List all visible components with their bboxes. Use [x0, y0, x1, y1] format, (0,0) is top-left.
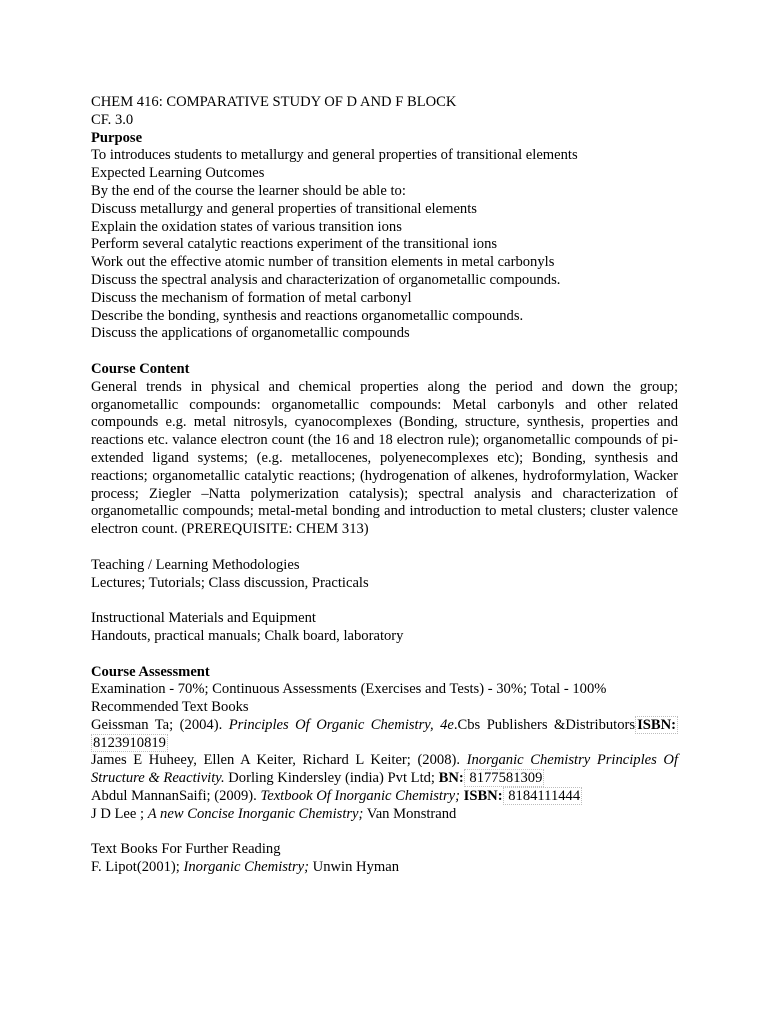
book2-title-part2: Structure & Reactivity. — [91, 770, 225, 787]
assessment-heading: Course Assessment — [91, 663, 210, 680]
purpose-text: To introduces students to metallurgy and general properties of transitional elements — [91, 147, 578, 164]
further-publisher: Unwin Hyman — [309, 859, 399, 876]
book-entry-2 — [91, 752, 678, 770]
further-authors: F. Lipot(2001); — [91, 859, 184, 876]
book3-title: Textbook Of Inorganic Chemistry; — [260, 788, 460, 805]
book2-authors: James E Huheey, Ellen A Keiter, Richard L Keiter; (2008). — [91, 752, 467, 769]
materials-heading: Instructional Materials and Equipment — [91, 610, 316, 627]
content-heading: Course Content — [91, 360, 190, 377]
content-text: General trends in physical and chemical properties along the period and down the group; organometallic compounds: organometallic compounds: Metal carbonyls and other related compounds e.g. metal nitrosyls, cyanocomplexes (Bonding, structure, synthesis, properties and reactions etc. valance electron count (the 16 and 18 electron rule); organometallic compounds of pi-extended ligand systems; (e.g. metallocenes, polyenecomplexes etc); Bonding, synthesis and reactions; organometallic catalytic reactions; (hydrogenation of alkenes, hydroformylation, Wacker process; Ziegler –Natta polymerization catalysis); spectral analysis and characterization of organometallic compounds; metal-metal bonding and introduction to metal clusters; cluster valence electron count. (PREREQUISITE: CHEM 313) — [91, 378, 678, 538]
book1-publisher: .Cbs Publishers &Distributors — [453, 716, 636, 733]
outcome-item: Discuss the applications of organometallic compounds — [91, 325, 410, 342]
outcome-item: Discuss metallurgy and general properties of transitional elements — [91, 200, 477, 217]
book4-publisher: Van Monstrand — [363, 805, 457, 822]
outcomes-heading: Expected Learning Outcomes — [91, 165, 265, 182]
book1-isbn-label: ISBN: — [637, 716, 676, 733]
book2-isbn: 8177581309 — [465, 770, 543, 787]
book1-isbn: 8123910819 — [93, 734, 166, 751]
materials-text: Handouts, practical manuals; Chalk board, laboratory — [91, 627, 404, 644]
textbooks-heading: Recommended Text Books — [91, 699, 249, 716]
outcome-item: Describe the bonding, synthesis and reactions organometallic compounds. — [91, 307, 524, 324]
outcome-item: Explain the oxidation states of various transition ions — [91, 218, 402, 235]
outcome-item: Perform several catalytic reactions experiment of the transitional ions — [91, 236, 498, 253]
outcome-item: Discuss the spectral analysis and characterization of organometallic compounds. — [91, 271, 561, 288]
book-entry-4 — [91, 806, 678, 824]
course-document — [91, 94, 678, 877]
assessment-text: Examination - 70%; Continuous Assessments (Exercises and Tests) - 30%; Total - 100% — [91, 681, 607, 698]
book2-isbn-label: BN: — [438, 770, 464, 787]
outcome-item: Discuss the mechanism of formation of metal carbonyl — [91, 289, 412, 306]
further-title: Inorganic Chemistry; — [183, 859, 309, 876]
book4-title: A new Concise Inorganic Chemistry; — [147, 805, 364, 822]
purpose-heading: Purpose — [91, 129, 143, 146]
course-title: CHEM 416: COMPARATIVE STUDY OF D AND F BLOCK — [91, 94, 457, 110]
teaching-text: Lectures; Tutorials; Class discussion, Practicals — [91, 574, 369, 591]
book2-second-line — [91, 770, 678, 788]
credit-factor: CF. 3.0 — [91, 111, 134, 128]
book2-publisher: Dorling Kindersley (india) Pvt Ltd; — [224, 770, 439, 787]
book1-isbn-line — [91, 735, 678, 753]
book1-title: Principles Of Organic Chemistry, 4e — [228, 716, 454, 733]
book4-authors: J D Lee ; — [91, 805, 148, 822]
book3-authors: Abdul MannanSaifi; (2009). — [91, 788, 261, 805]
teaching-heading: Teaching / Learning Methodologies — [91, 556, 300, 573]
further-reading-heading: Text Books For Further Reading — [91, 841, 281, 858]
further-reading-entry — [91, 859, 678, 877]
book3-isbn: 8184111444 — [504, 788, 581, 805]
book1-authors: Geissman Ta; (2004). — [91, 716, 229, 733]
book2-title-part1: Inorganic Chemistry Principles Of — [466, 752, 679, 769]
outcomes-intro: By the end of the course the learner should be able to: — [91, 182, 406, 199]
outcome-item: Work out the effective atomic number of transition elements in metal carbonyls — [91, 254, 555, 271]
book-entry-1 — [91, 717, 678, 735]
book3-isbn-label: ISBN: — [463, 788, 503, 805]
book-entry-3 — [91, 788, 678, 806]
